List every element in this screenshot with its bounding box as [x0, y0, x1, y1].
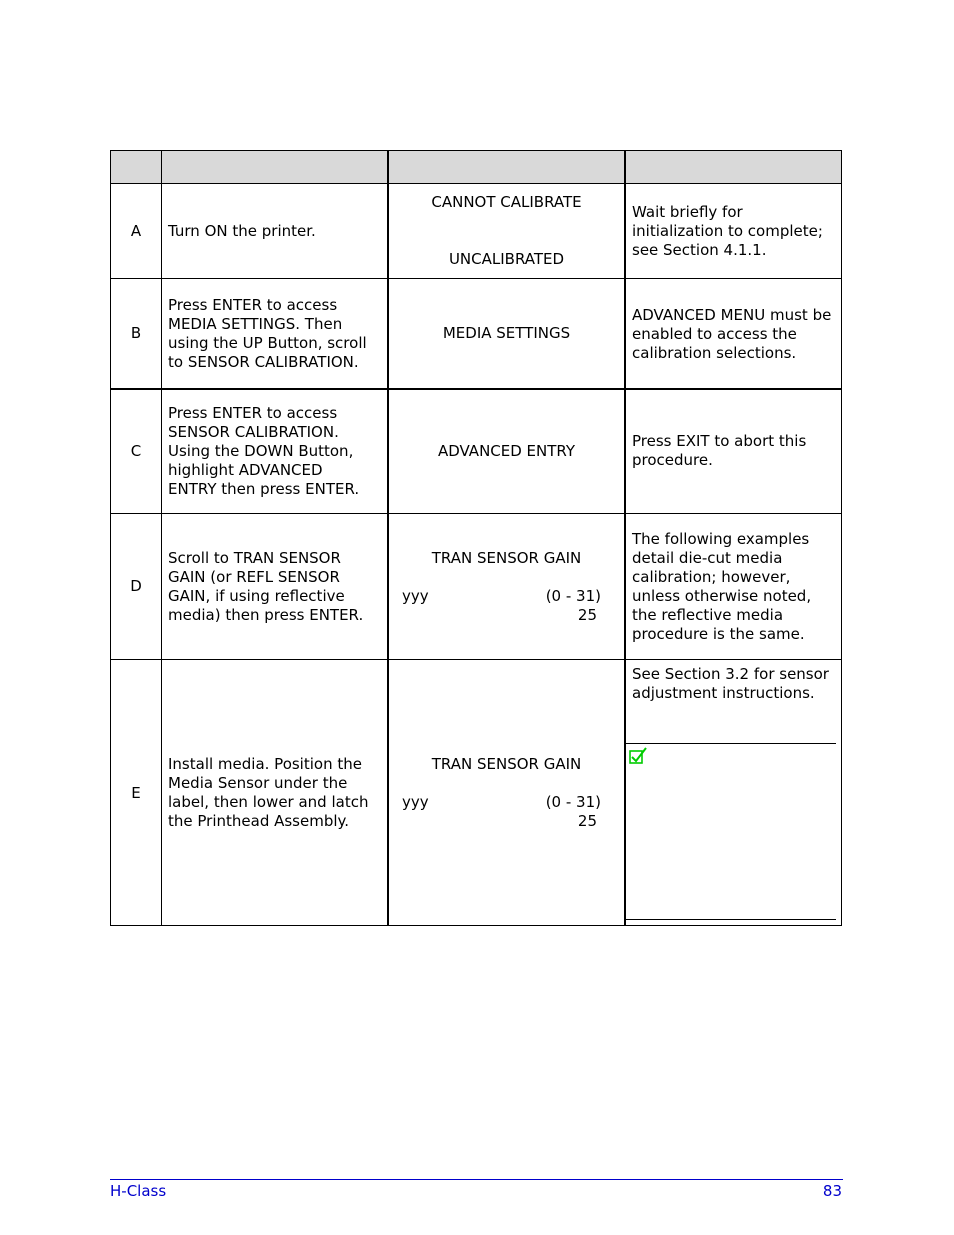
col-divider-3 [624, 150, 626, 926]
table-border-right [841, 150, 842, 926]
step-action: Press ENTER to access SENSOR CALIBRATION. Using the DOWN Button, highlight ADVANCED ENTRY then press ENTER. [168, 404, 360, 498]
step-label: E [131, 784, 141, 802]
display-yyy: yyy [402, 587, 429, 605]
step-comment: Press EXIT to abort this procedure. [632, 432, 807, 469]
table-border-left [110, 150, 111, 926]
table-border-top [110, 150, 842, 151]
step-label: D [130, 577, 142, 595]
note-divider-top [626, 743, 836, 744]
row-divider-d [110, 659, 842, 660]
display-line: ADVANCED ENTRY [437, 442, 576, 460]
display-line: MEDIA SETTINGS [442, 324, 571, 342]
display-value: 25 [577, 606, 597, 624]
table-border-bottom [110, 925, 842, 926]
display-range: (0 - 31) [545, 793, 601, 811]
step-action: Press ENTER to access MEDIA SETTINGS. Then using the UP Button, scroll to SENSOR CALIBRATION. [168, 296, 367, 371]
step-action: Turn ON the printer. [168, 222, 316, 240]
display-line: CANNOT CALIBRATE [431, 193, 582, 211]
checkbox-check-icon [629, 747, 647, 765]
step-action: Scroll to TRAN SENSOR GAIN (or REFL SENSOR GAIN, if using reflective media) then press ENTER. [168, 549, 364, 624]
step-label: C [130, 442, 142, 460]
table-header-bottom [110, 183, 842, 184]
display-line: UNCALIBRATED [448, 250, 565, 268]
step-comment: The following examples detail die-cut media calibration; however, unless otherwise noted, the reflective media procedure is the same. [632, 530, 812, 643]
display-yyy: yyy [402, 793, 429, 811]
note-divider-bottom [626, 919, 836, 920]
display-range: (0 - 31) [545, 587, 601, 605]
col-divider-1 [161, 150, 162, 926]
step-action: Install media. Position the Media Sensor under the label, then lower and latch the Printhead Assembly. [168, 755, 369, 830]
footer-product-name: H-Class [110, 1182, 167, 1200]
table-header-row [111, 151, 841, 183]
page-number: 83 [822, 1182, 842, 1200]
footer-rule [110, 1179, 843, 1180]
row-divider-b [110, 388, 842, 390]
step-label: B [130, 324, 142, 342]
display-value: 25 [577, 812, 597, 830]
step-comment: Wait briefly for initialization to complete; see Section 4.1.1. [632, 203, 823, 259]
step-comment: See Section 3.2 for sensor adjustment instructions. [632, 665, 829, 702]
step-label: A [130, 222, 142, 240]
display-title: TRAN SENSOR GAIN [431, 755, 582, 773]
row-divider-a [110, 278, 842, 279]
row-divider-c [110, 513, 842, 514]
display-title: TRAN SENSOR GAIN [431, 549, 582, 567]
step-comment: ADVANCED MENU must be enabled to access the calibration selections. [632, 306, 832, 362]
